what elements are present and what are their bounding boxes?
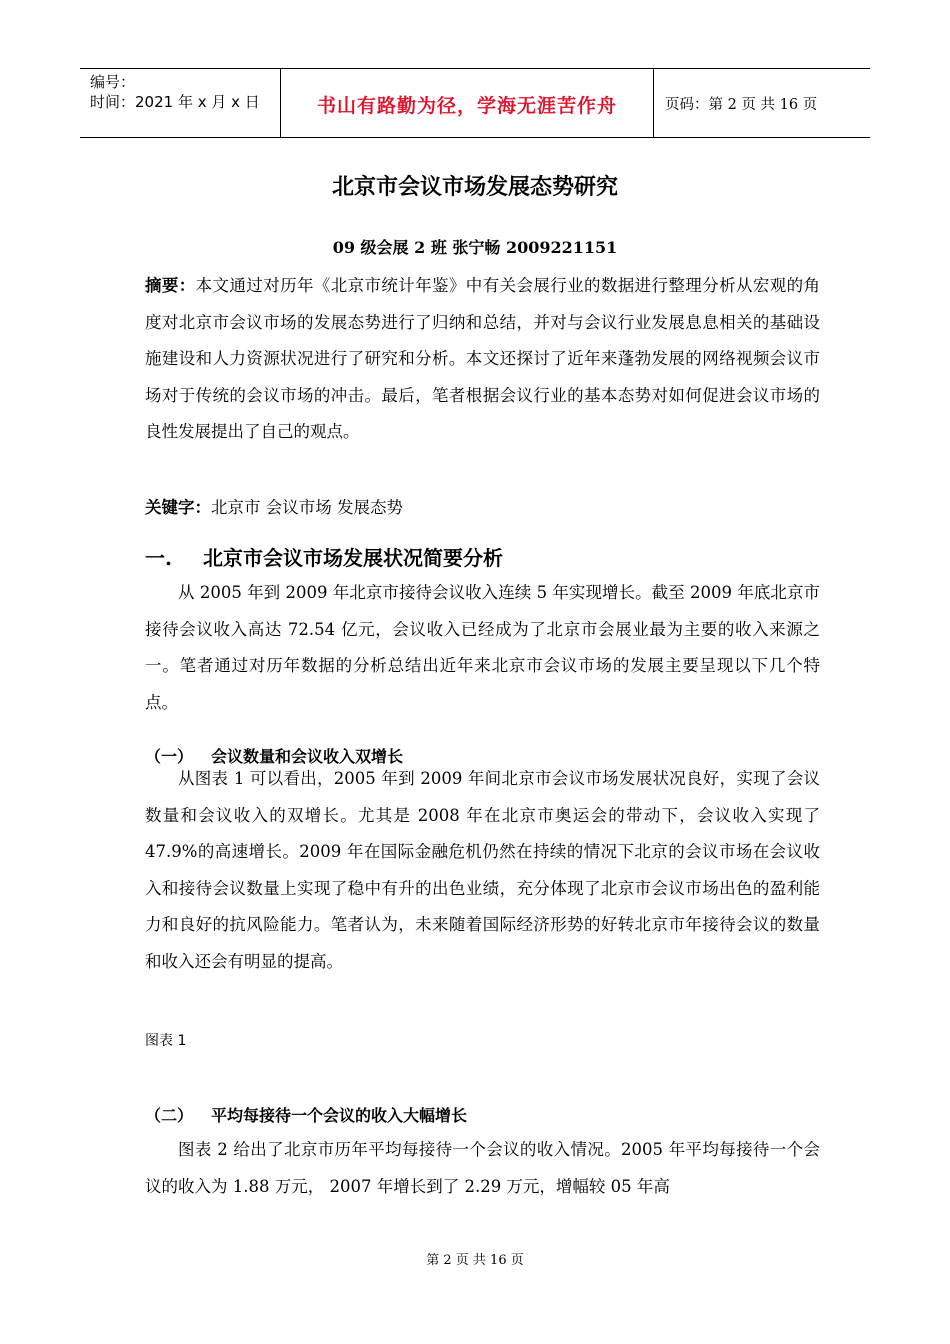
document-title: 北京市会议市场发展态势研究 bbox=[331, 174, 618, 200]
subsection-title-1: 会议数量和会议收入双增长 bbox=[211, 747, 404, 766]
section-number: 一. bbox=[145, 546, 172, 570]
subsection-number-2: （二） bbox=[145, 1106, 194, 1125]
subsection-heading-2 bbox=[145, 1103, 467, 1126]
subsection-number-1: （一） bbox=[145, 747, 194, 766]
header-motto-cell bbox=[280, 69, 654, 137]
subsection-paragraph-1: 从图表 1 可以看出，2005 年到 2009 年间北京市会议市场发展状况良好，实现了会议数量和会议收入的双增长。尤其是 2008 年在北京市奥运会的带动下，会议收入实现了 47.9%的高速增长。2009 年在国际金融危机仍然在持续的情况下北京的会议市场在会议收入和接待会议数量上实现了稳中有升的出色业绩，充分体现了北京市会议市场出色的盈利能力和良好的抗风险能力。笔者认为，未来随着国际经济形势的好转北京市年接待会议的数量和收入还会有明显的提高。 bbox=[145, 769, 820, 971]
figure-caption: 图表 1 bbox=[145, 1033, 187, 1049]
subsection-title-2: 平均每接待一个会议的收入大幅增长 bbox=[211, 1106, 468, 1125]
header-meta-cell bbox=[80, 69, 280, 137]
page-label: 页码：第 2 页 共 16 页 bbox=[665, 97, 818, 113]
document-header bbox=[80, 68, 870, 138]
header-page-cell bbox=[653, 69, 870, 137]
abstract-paragraph bbox=[145, 268, 820, 451]
number-label: 编号： bbox=[90, 73, 136, 91]
abstract-text: 本文通过对历年《北京市统计年鉴》中有关会展行业的数据进行整理分析从宏观的角度对北京市会议市场的发展态势进行了归纳和总结，并对与会议行业发展息息相关的基础设施建设和人力资源状况进行了研究和分析。本文还探讨了近年来蓬勃发展的网络视频会议市场对于传统的会议市场的冲击。最后，笔者根据会议行业的基本态势对如何促进会议市场的良性发展提出了自己的观点。 bbox=[145, 276, 821, 441]
keywords-paragraph bbox=[145, 490, 820, 527]
subsection-paragraph-2: 图表 2 给出了北京市历年平均每接待一个会议的收入情况。2005 年平均每接待一个会议的收入为 1.88 万元， 2007 年增长到了 2.29 万元，增幅较 05 年高 bbox=[145, 1140, 820, 1196]
page-footer: 第 2 页 共 16 页 bbox=[426, 1253, 524, 1268]
section-title: 北京市会议市场发展状况简要分析 bbox=[203, 546, 503, 570]
time-label: 时间：2021 年 x 月 x 日 bbox=[90, 93, 260, 111]
motto-text: 书山有路勤为径，学海无涯苦作舟 bbox=[316, 95, 617, 117]
section-heading bbox=[145, 542, 503, 571]
keywords-text: 北京市 会议市场 发展态势 bbox=[211, 498, 403, 517]
abstract-label: 摘要： bbox=[145, 276, 196, 295]
section-intro-paragraph: 从 2005 年到 2009 年北京市接待会议收入连续 5 年实现增长。截至 2009 年底北京市接待会议收入高达 72.54 亿元，会议收入已经成为了北京市会展业最为主要的收入来源之一。笔者通过对历年数据的分析总结出近年来北京市会议市场的发展主要呈现以下几个特点。 bbox=[145, 583, 820, 712]
author-line: 09 级会展 2 班 张宁畅 2009221151 bbox=[332, 238, 618, 257]
keywords-label: 关键字： bbox=[145, 498, 211, 517]
